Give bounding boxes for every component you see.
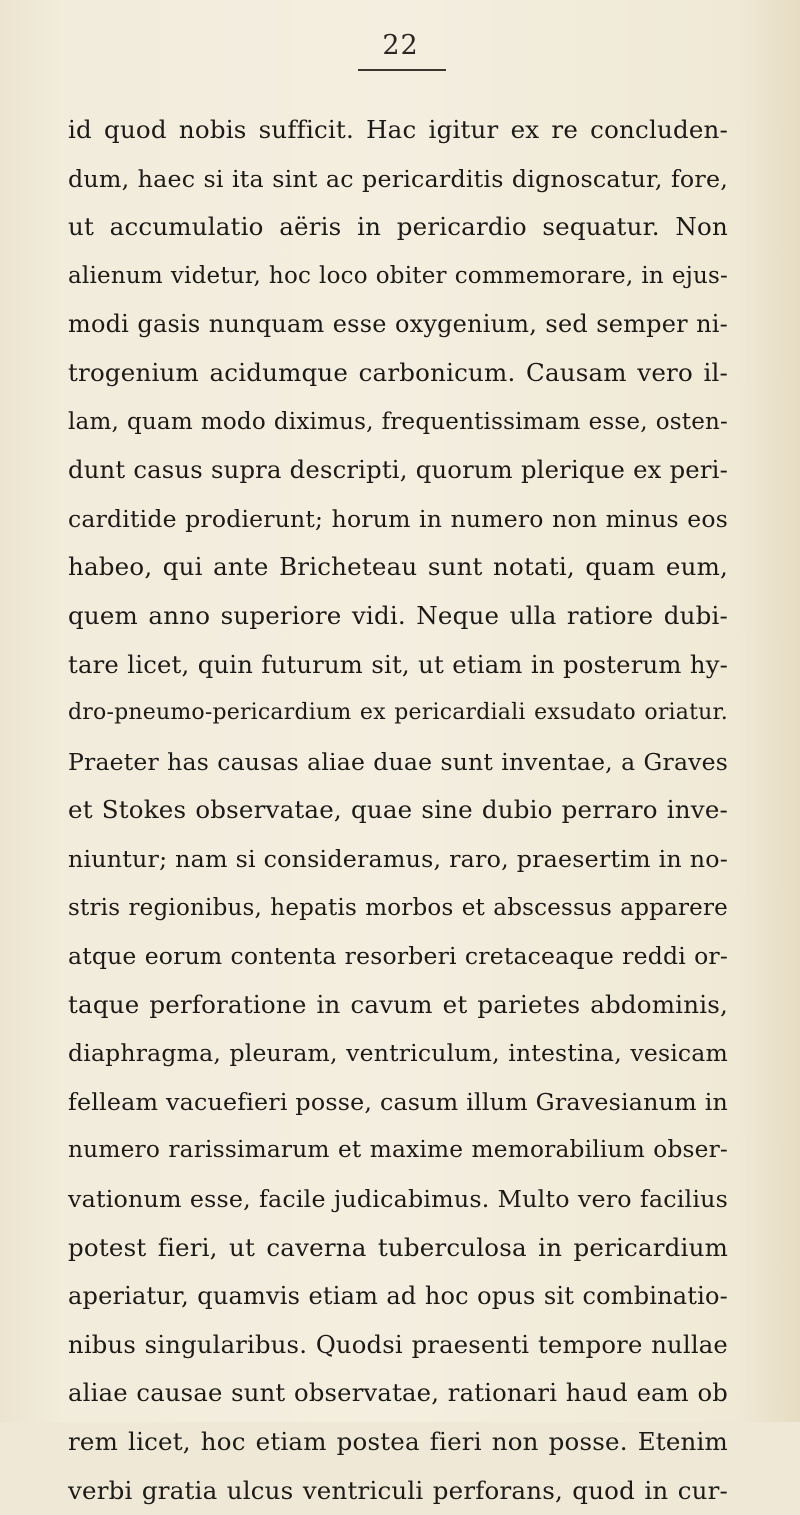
page-number: 22 bbox=[382, 30, 419, 61]
text-line: et Stokes observatae, quae sine dubio perraro inve- bbox=[68, 795, 728, 825]
text-line: felleam vacuefieri posse, casum illum Gravesianum in bbox=[68, 1087, 728, 1116]
text-line: rem licet, hoc etiam postea fieri non posse. Etenim bbox=[68, 1427, 728, 1457]
text-line: nibus singularibus. Quodsi praesenti tempore nullae bbox=[68, 1329, 728, 1359]
text-line: alienum videtur, hoc loco obiter commemorare, in ejus- bbox=[68, 262, 728, 289]
text-line: dro-pneumo-pericardium ex pericardiali exsudato oriatur. bbox=[68, 700, 728, 726]
text-line: carditide prodierunt; horum in numero non minus eos bbox=[68, 504, 728, 533]
text-line: modi gasis nunquam esse oxygenium, sed semper ni- bbox=[68, 310, 728, 339]
text-line: vationum esse, facile judicabimus. Multo vero facilius bbox=[68, 1185, 728, 1214]
text-line: lam, quam modo diximus, frequentissimam esse, osten- bbox=[68, 408, 728, 435]
text-line: potest fieri, ut caverna tuberculosa in pericardium bbox=[68, 1232, 728, 1262]
text-line: habeo, qui ante Bricheteau sunt notati, quam eum, bbox=[68, 552, 728, 582]
header-rule bbox=[358, 69, 446, 71]
text-line: atque eorum contenta resorberi cretaceaque reddi or- bbox=[68, 942, 728, 971]
text-line: trogenium acidumque carbonicum. Causam vero il- bbox=[68, 357, 728, 387]
text-line: id quod nobis sufficit. Hac igitur ex re concluden- bbox=[68, 115, 728, 144]
text-line: taque perforatione in cavum et parietes abdominis, bbox=[68, 989, 728, 1019]
text-line: quem anno superiore vidi. Neque ulla ratiore dubi- bbox=[68, 600, 728, 630]
text-line: numero rarissimarum et maxime memorabilium obser- bbox=[68, 1136, 728, 1164]
body-text bbox=[68, 106, 728, 1515]
text-line: dunt casus supra descripti, quorum plerique ex peri- bbox=[68, 455, 728, 485]
text-line: stris regionibus, hepatis morbos et abscessus apparere bbox=[68, 894, 728, 921]
text-line: ut accumulatio aëris in pericardio sequatur. Non bbox=[68, 212, 728, 242]
text-line: aperiatur, quamvis etiam ad hoc opus sit combinatio- bbox=[68, 1282, 728, 1311]
text-line: tare licet, quin futurum sit, ut etiam in posterum hy- bbox=[68, 649, 728, 679]
text-line: dum, haec si ita sint ac pericarditis dignoscatur, fore, bbox=[68, 164, 728, 193]
text-line: verbi gratia ulcus ventriculi perforans, quod in cur- bbox=[68, 1475, 728, 1505]
text-line: Praeter has causas aliae duae sunt inventae, a Graves bbox=[68, 747, 728, 776]
text-line: aliae causae sunt observatae, rationari haud eam ob bbox=[68, 1378, 728, 1408]
text-line: niuntur; nam si consideramus, raro, praesertim in no- bbox=[68, 844, 728, 873]
text-line: diaphragma, pleuram, ventriculum, intestina, vesicam bbox=[68, 1039, 728, 1068]
